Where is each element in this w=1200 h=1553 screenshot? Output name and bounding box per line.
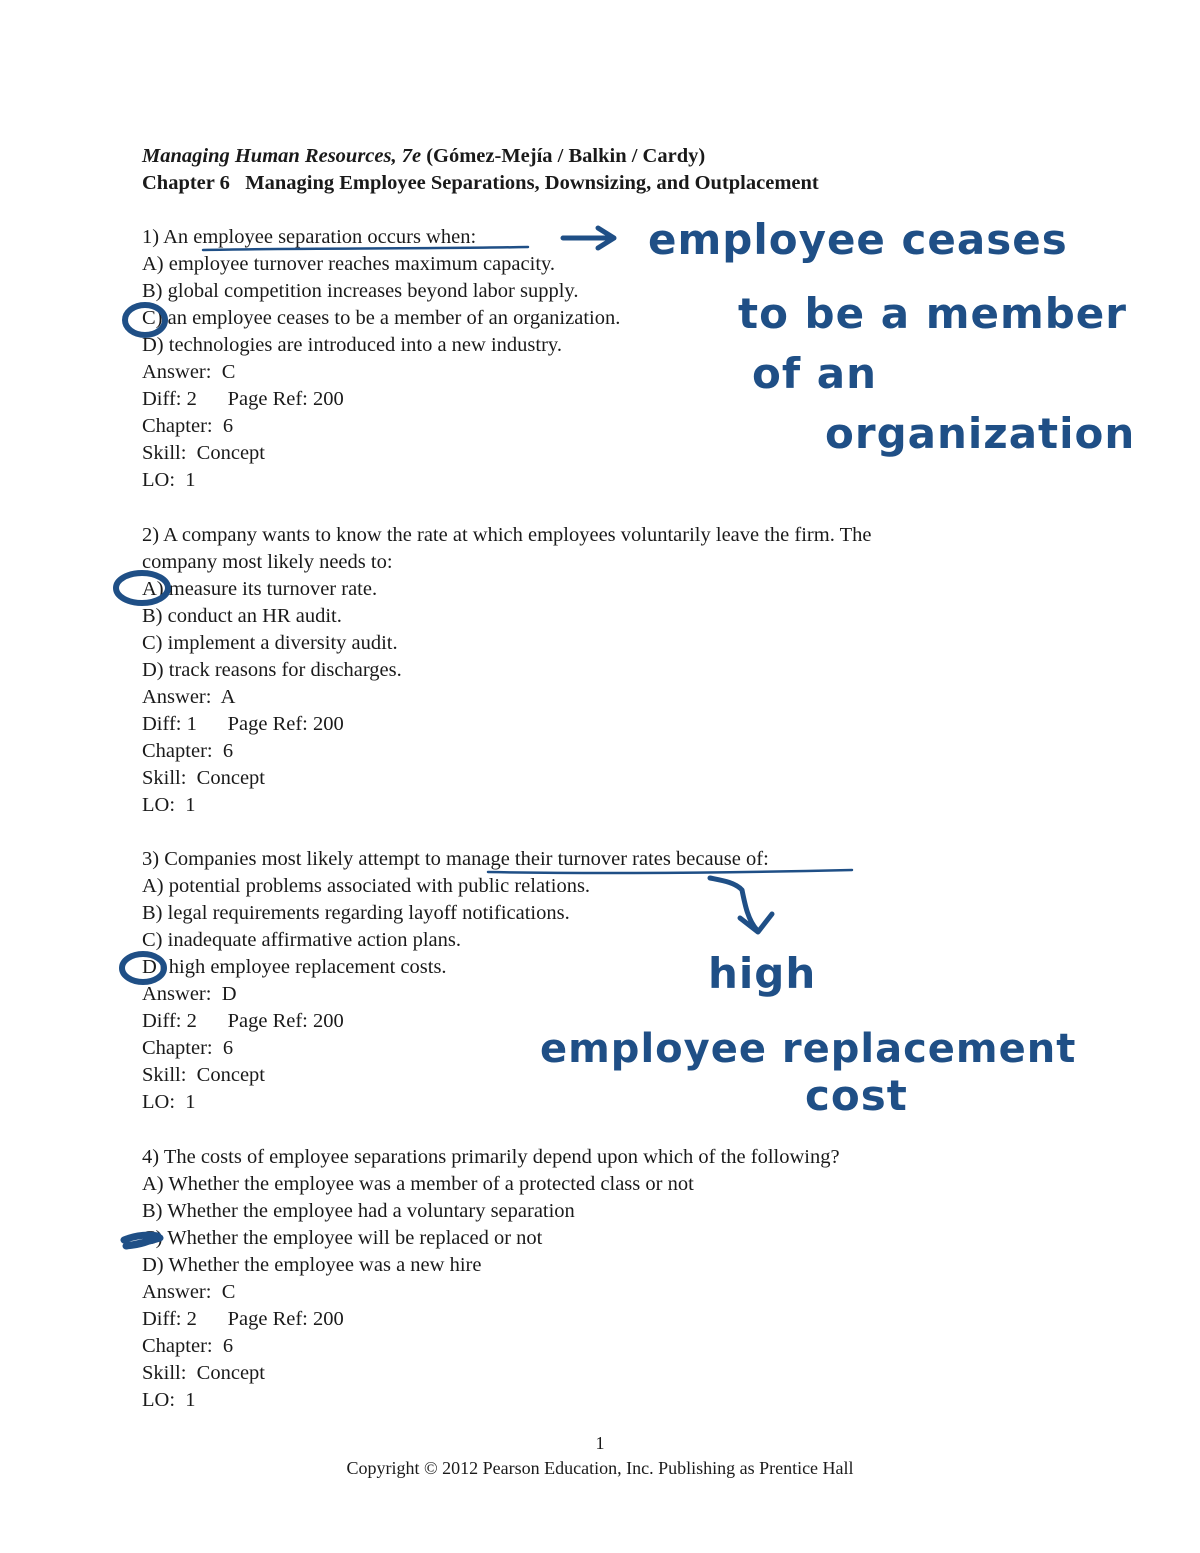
diff-line: Diff: 2 Page Ref: 200 [142,1010,344,1032]
chapter-heading: Chapter 6 Managing Employee Separations, Downsizing, and Outplacement [142,172,819,194]
skill-line: Skill: Concept [142,442,265,464]
option-b: B) global competition increases beyond labor supply. [142,280,579,302]
option-a: A) potential problems associated with public relations. [142,875,591,897]
arrow-down-icon [710,878,772,932]
book-title: Managing Human Resources, 7e [142,145,422,167]
option-b: B) legal requirements regarding layoff notifications. [142,902,570,924]
note-line: employee ceases [648,215,1068,264]
option-d: D) track reasons for discharges. [142,659,402,681]
answer-line: Answer: C [142,361,236,383]
option-a: A) employee turnover reaches maximum capacity. [142,253,556,275]
note-line: high [708,949,817,998]
diff-line: Diff: 2 Page Ref: 200 [142,388,344,410]
diff-line: Diff: 1 Page Ref: 200 [142,713,344,735]
option-d: D) high employee replacement costs. [142,956,447,978]
note-line: organization [825,409,1136,458]
chapter-line: Chapter: 6 [142,1037,234,1059]
question-stem-continued: company most likely needs to: [142,551,393,573]
option-c: C) implement a diversity audit. [142,632,398,654]
lo-line: LO: 1 [142,1389,196,1411]
question-stem: 4) The costs of employee separations primarily depend upon which of the following? [142,1146,840,1168]
option-c: C) inadequate affirmative action plans. [142,929,461,951]
option-b: B) Whether the employee had a voluntary separation [142,1200,575,1222]
note-line: employee replacement [540,1026,1077,1072]
book-title-line [142,143,705,170]
question-stem: 1) An employee separation occurs when: [142,226,477,248]
page-number: 1 [595,1433,605,1453]
note-line: to be a member [738,289,1127,338]
option-b: B) conduct an HR audit. [142,605,342,627]
option-c: C) an employee ceases to be a member of an organization. [142,307,621,329]
lo-line: LO: 1 [142,794,196,816]
book-authors: (Gómez-Mejía / Balkin / Cardy) [421,145,706,167]
chapter-line: Chapter: 6 [142,1335,234,1357]
arrow-right-icon [563,228,614,248]
answer-line: Answer: A [142,686,236,708]
option-a: A) measure its turnover rate. [142,578,378,600]
note-line: of an [752,349,877,398]
option-d: D) technologies are introduced into a new industry. [142,334,562,356]
skill-line: Skill: Concept [142,767,265,789]
option-a: A) Whether the employee was a member of a protected class or not [142,1173,694,1195]
option-d: D) Whether the employee was a new hire [142,1254,482,1276]
answer-line: Answer: D [142,983,237,1005]
answer-line: Answer: C [142,1281,236,1303]
option-c: C) Whether the employee will be replaced or not [142,1227,543,1249]
question-stem: 3) Companies most likely attempt to manage their turnover rates because of: [142,848,769,870]
copyright-notice: Copyright © 2012 Pearson Education, Inc. Publishing as Prentice Hall [346,1458,854,1478]
note-line: cost [805,1071,908,1120]
lo-line: LO: 1 [142,1091,196,1113]
diff-line: Diff: 2 Page Ref: 200 [142,1308,344,1330]
skill-line: Skill: Concept [142,1064,265,1086]
chapter-line: Chapter: 6 [142,740,234,762]
skill-line: Skill: Concept [142,1362,265,1384]
chapter-line: Chapter: 6 [142,415,234,437]
question-stem: 2) A company wants to know the rate at which employees voluntarily leave the firm. The [142,524,872,546]
lo-line: LO: 1 [142,469,196,491]
